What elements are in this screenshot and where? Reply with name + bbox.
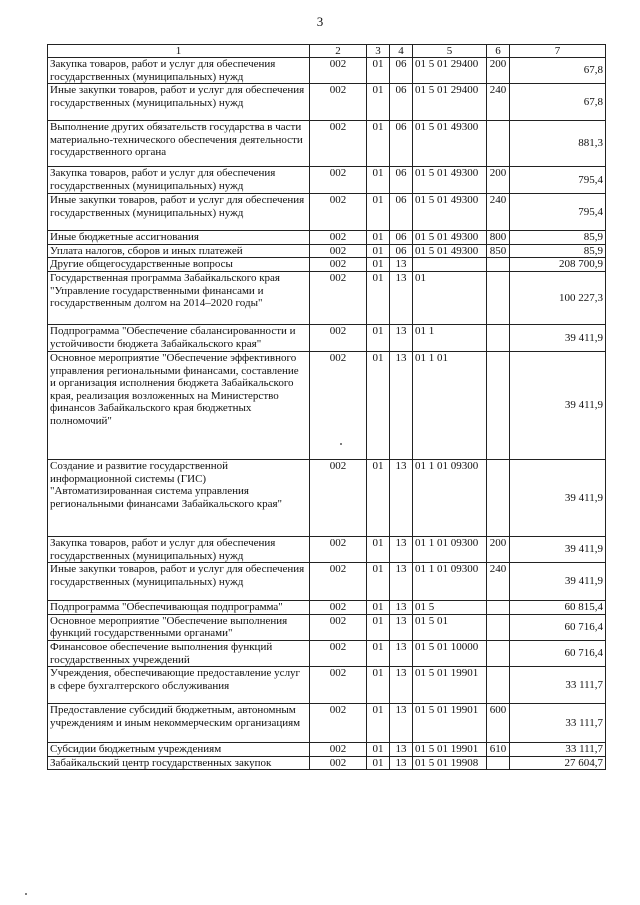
row-amount: 67,8: [510, 58, 606, 84]
table-row: [48, 640, 606, 666]
row-target-article: 01 1 01: [413, 351, 487, 459]
row-target-article: 01 5 01 49300: [413, 231, 487, 245]
row-subsection-code: 13: [390, 756, 413, 770]
header-cell: 7: [510, 45, 606, 58]
row-description: Финансовое обеспечение выполнения функций государственных учреждений: [48, 640, 310, 666]
row-amount: 33 111,7: [510, 667, 606, 704]
row-subsection-code: 13: [390, 667, 413, 704]
row-subsection-code: 13: [390, 258, 413, 272]
row-ministry-code: 002: [310, 167, 367, 194]
row-ministry-code: 002: [310, 244, 367, 258]
row-expense-type: 240: [487, 194, 510, 231]
scan-speck: [25, 893, 27, 895]
row-ministry-code: 002: [310, 194, 367, 231]
row-section-code: 01: [367, 121, 390, 167]
table-row: [48, 167, 606, 194]
row-section-code: 01: [367, 167, 390, 194]
row-section-code: 01: [367, 324, 390, 351]
row-amount: 39 411,9: [510, 536, 606, 562]
row-subsection-code: 06: [390, 84, 413, 121]
row-section-code: 01: [367, 58, 390, 84]
table-row: [48, 351, 606, 459]
row-description: Закупка товаров, работ и услуг для обеспечения государственных (муниципальных) нужд: [48, 167, 310, 194]
row-subsection-code: 13: [390, 563, 413, 601]
row-ministry-code: 002: [310, 258, 367, 272]
header-cell: 5: [413, 45, 487, 58]
row-amount: 85,9: [510, 244, 606, 258]
row-target-article: 01 5: [413, 601, 487, 615]
row-amount: 795,4: [510, 167, 606, 194]
row-description: Другие общегосударственные вопросы: [48, 258, 310, 272]
table-row: [48, 459, 606, 536]
row-ministry-code: 002: [310, 536, 367, 562]
row-description: Иные бюджетные ассигнования: [48, 231, 310, 245]
row-subsection-code: 13: [390, 271, 413, 324]
row-expense-type: [487, 271, 510, 324]
row-description: Закупка товаров, работ и услуг для обеспечения государственных (муниципальных) нужд: [48, 58, 310, 84]
row-section-code: 01: [367, 563, 390, 601]
row-subsection-code: 06: [390, 167, 413, 194]
row-target-article: 01 5 01 49300: [413, 121, 487, 167]
row-amount: 39 411,9: [510, 459, 606, 536]
row-section-code: 01: [367, 756, 390, 770]
row-description: Выполнение других обязательств государства в части материально-технического обеспечения деятельности государственного органа: [48, 121, 310, 167]
row-description: Уплата налогов, сборов и иных платежей: [48, 244, 310, 258]
row-description: Государственная программа Забайкальского края "Управление государственными финансами и государственным долгом на 2014–2020 годы": [48, 271, 310, 324]
row-amount: 795,4: [510, 194, 606, 231]
row-ministry-code: 002: [310, 743, 367, 757]
row-section-code: 01: [367, 459, 390, 536]
header-cell: 1: [48, 45, 310, 58]
row-expense-type: 240: [487, 563, 510, 601]
table-row: [48, 743, 606, 757]
row-subsection-code: 13: [390, 743, 413, 757]
row-section-code: 01: [367, 704, 390, 743]
row-subsection-code: 06: [390, 121, 413, 167]
row-ministry-code: 002: [310, 563, 367, 601]
row-ministry-code: 002: [310, 704, 367, 743]
row-target-article: 01 5 01 10000: [413, 640, 487, 666]
row-description: Закупка товаров, работ и услуг для обеспечения государственных (муниципальных) нужд: [48, 536, 310, 562]
table-row: [48, 244, 606, 258]
row-target-article: 01 1 01 09300: [413, 459, 487, 536]
row-subsection-code: 13: [390, 704, 413, 743]
table-row: [48, 756, 606, 770]
row-expense-type: [487, 614, 510, 640]
table-row: [48, 601, 606, 615]
row-section-code: 01: [367, 601, 390, 615]
header-cell: 6: [487, 45, 510, 58]
row-section-code: 01: [367, 84, 390, 121]
table-row: [48, 271, 606, 324]
table-row: [48, 614, 606, 640]
row-subsection-code: 13: [390, 324, 413, 351]
row-ministry-code: 002: [310, 351, 367, 459]
header-cell: 2: [310, 45, 367, 58]
row-expense-type: 200: [487, 167, 510, 194]
row-subsection-code: 06: [390, 231, 413, 245]
row-description: Субсидии бюджетным учреждениям: [48, 743, 310, 757]
page-number: 3: [316, 14, 324, 29]
row-amount: 39 411,9: [510, 351, 606, 459]
row-target-article: 01 1 01 09300: [413, 563, 487, 601]
row-amount: 33 111,7: [510, 743, 606, 757]
row-expense-type: [487, 459, 510, 536]
table-row: [48, 231, 606, 245]
row-amount: 85,9: [510, 231, 606, 245]
row-expense-type: [487, 351, 510, 459]
table-row: [48, 58, 606, 84]
table-row: [48, 536, 606, 562]
row-description: Забайкальский центр государственных закупок: [48, 756, 310, 770]
row-description: Создание и развитие государственной информационной системы (ГИС) "Автоматизированная система управления региональными финансами Забайкальского края": [48, 459, 310, 536]
row-ministry-code: 002: [310, 121, 367, 167]
row-expense-type: [487, 324, 510, 351]
table-row: [48, 121, 606, 167]
row-ministry-code: 002: [310, 58, 367, 84]
row-expense-type: 850: [487, 244, 510, 258]
row-target-article: 01: [413, 271, 487, 324]
row-expense-type: 240: [487, 84, 510, 121]
row-expense-type: 200: [487, 58, 510, 84]
row-description: Подпрограмма "Обеспечение сбалансированности и устойчивости бюджета Забайкальского края": [48, 324, 310, 351]
row-expense-type: [487, 640, 510, 666]
row-subsection-code: 06: [390, 194, 413, 231]
row-expense-type: 800: [487, 231, 510, 245]
row-amount: 33 111,7: [510, 704, 606, 743]
header-row: [48, 45, 606, 58]
row-ministry-code: 002: [310, 756, 367, 770]
header-cell: 3: [367, 45, 390, 58]
budget-table: [47, 44, 606, 770]
row-amount: 60 716,4: [510, 614, 606, 640]
row-ministry-code: 002: [310, 271, 367, 324]
scan-speck: [340, 443, 342, 445]
row-target-article: 01 5 01 29400: [413, 58, 487, 84]
row-section-code: 01: [367, 231, 390, 245]
table-row: [48, 667, 606, 704]
row-expense-type: 610: [487, 743, 510, 757]
row-ministry-code: 002: [310, 614, 367, 640]
row-section-code: 01: [367, 536, 390, 562]
row-expense-type: 200: [487, 536, 510, 562]
row-expense-type: [487, 667, 510, 704]
row-subsection-code: 13: [390, 351, 413, 459]
row-amount: 881,3: [510, 121, 606, 167]
row-description: Иные закупки товаров, работ и услуг для обеспечения государственных (муниципальных) нужд: [48, 563, 310, 601]
row-amount: 60 716,4: [510, 640, 606, 666]
row-target-article: 01 5 01: [413, 614, 487, 640]
row-ministry-code: 002: [310, 459, 367, 536]
table-row: [48, 563, 606, 601]
row-target-article: 01 5 01 29400: [413, 84, 487, 121]
row-target-article: 01 5 01 19901: [413, 704, 487, 743]
row-subsection-code: 13: [390, 601, 413, 615]
row-amount: 208 700,9: [510, 258, 606, 272]
row-description: Иные закупки товаров, работ и услуг для обеспечения государственных (муниципальных) нужд: [48, 194, 310, 231]
row-target-article: 01 5 01 49300: [413, 244, 487, 258]
row-ministry-code: 002: [310, 324, 367, 351]
row-section-code: 01: [367, 743, 390, 757]
row-section-code: 01: [367, 244, 390, 258]
row-section-code: 01: [367, 271, 390, 324]
row-expense-type: [487, 756, 510, 770]
row-section-code: 01: [367, 258, 390, 272]
row-amount: 39 411,9: [510, 324, 606, 351]
row-amount: 100 227,3: [510, 271, 606, 324]
table-row: [48, 324, 606, 351]
row-section-code: 01: [367, 640, 390, 666]
row-description: Учреждения, обеспечивающие предоставление услуг в сфере бухгалтерского обслуживания: [48, 667, 310, 704]
row-amount: 39 411,9: [510, 563, 606, 601]
row-section-code: 01: [367, 194, 390, 231]
row-target-article: 01 5 01 19908: [413, 756, 487, 770]
row-description: Предоставление субсидий бюджетным, автономным учреждениям и иным некоммерческим организациям: [48, 704, 310, 743]
row-ministry-code: 002: [310, 667, 367, 704]
row-ministry-code: 002: [310, 84, 367, 121]
row-expense-type: 600: [487, 704, 510, 743]
row-subsection-code: 06: [390, 244, 413, 258]
row-expense-type: [487, 601, 510, 615]
row-section-code: 01: [367, 667, 390, 704]
row-expense-type: [487, 258, 510, 272]
row-target-article: [413, 258, 487, 272]
row-target-article: 01 5 01 19901: [413, 743, 487, 757]
row-description: Иные закупки товаров, работ и услуг для обеспечения государственных (муниципальных) нужд: [48, 84, 310, 121]
table-row: [48, 194, 606, 231]
row-subsection-code: 06: [390, 58, 413, 84]
row-target-article: 01 1 01 09300: [413, 536, 487, 562]
row-subsection-code: 13: [390, 459, 413, 536]
row-amount: 27 604,7: [510, 756, 606, 770]
row-description: Основное мероприятие "Обеспечение эффективного управления региональными финансами, составление и организация исполнения бюджета Забайкальского края, реализация возложенных на Министерство финансов Забайкальского края бюджетных полномочий": [48, 351, 310, 459]
row-description: Подпрограмма "Обеспечивающая подпрограмма": [48, 601, 310, 615]
table-row: [48, 84, 606, 121]
row-amount: 67,8: [510, 84, 606, 121]
row-ministry-code: 002: [310, 601, 367, 615]
row-subsection-code: 13: [390, 640, 413, 666]
row-subsection-code: 13: [390, 614, 413, 640]
row-target-article: 01 1: [413, 324, 487, 351]
row-description: Основное мероприятие "Обеспечение выполнения функций государственными органами": [48, 614, 310, 640]
row-section-code: 01: [367, 614, 390, 640]
header-cell: 4: [390, 45, 413, 58]
row-ministry-code: 002: [310, 231, 367, 245]
row-target-article: 01 5 01 49300: [413, 167, 487, 194]
row-ministry-code: 002: [310, 640, 367, 666]
row-target-article: 01 5 01 49300: [413, 194, 487, 231]
row-section-code: 01: [367, 351, 390, 459]
row-subsection-code: 13: [390, 536, 413, 562]
row-amount: 60 815,4: [510, 601, 606, 615]
table-row: [48, 258, 606, 272]
row-target-article: 01 5 01 19901: [413, 667, 487, 704]
row-expense-type: [487, 121, 510, 167]
table-row: [48, 704, 606, 743]
